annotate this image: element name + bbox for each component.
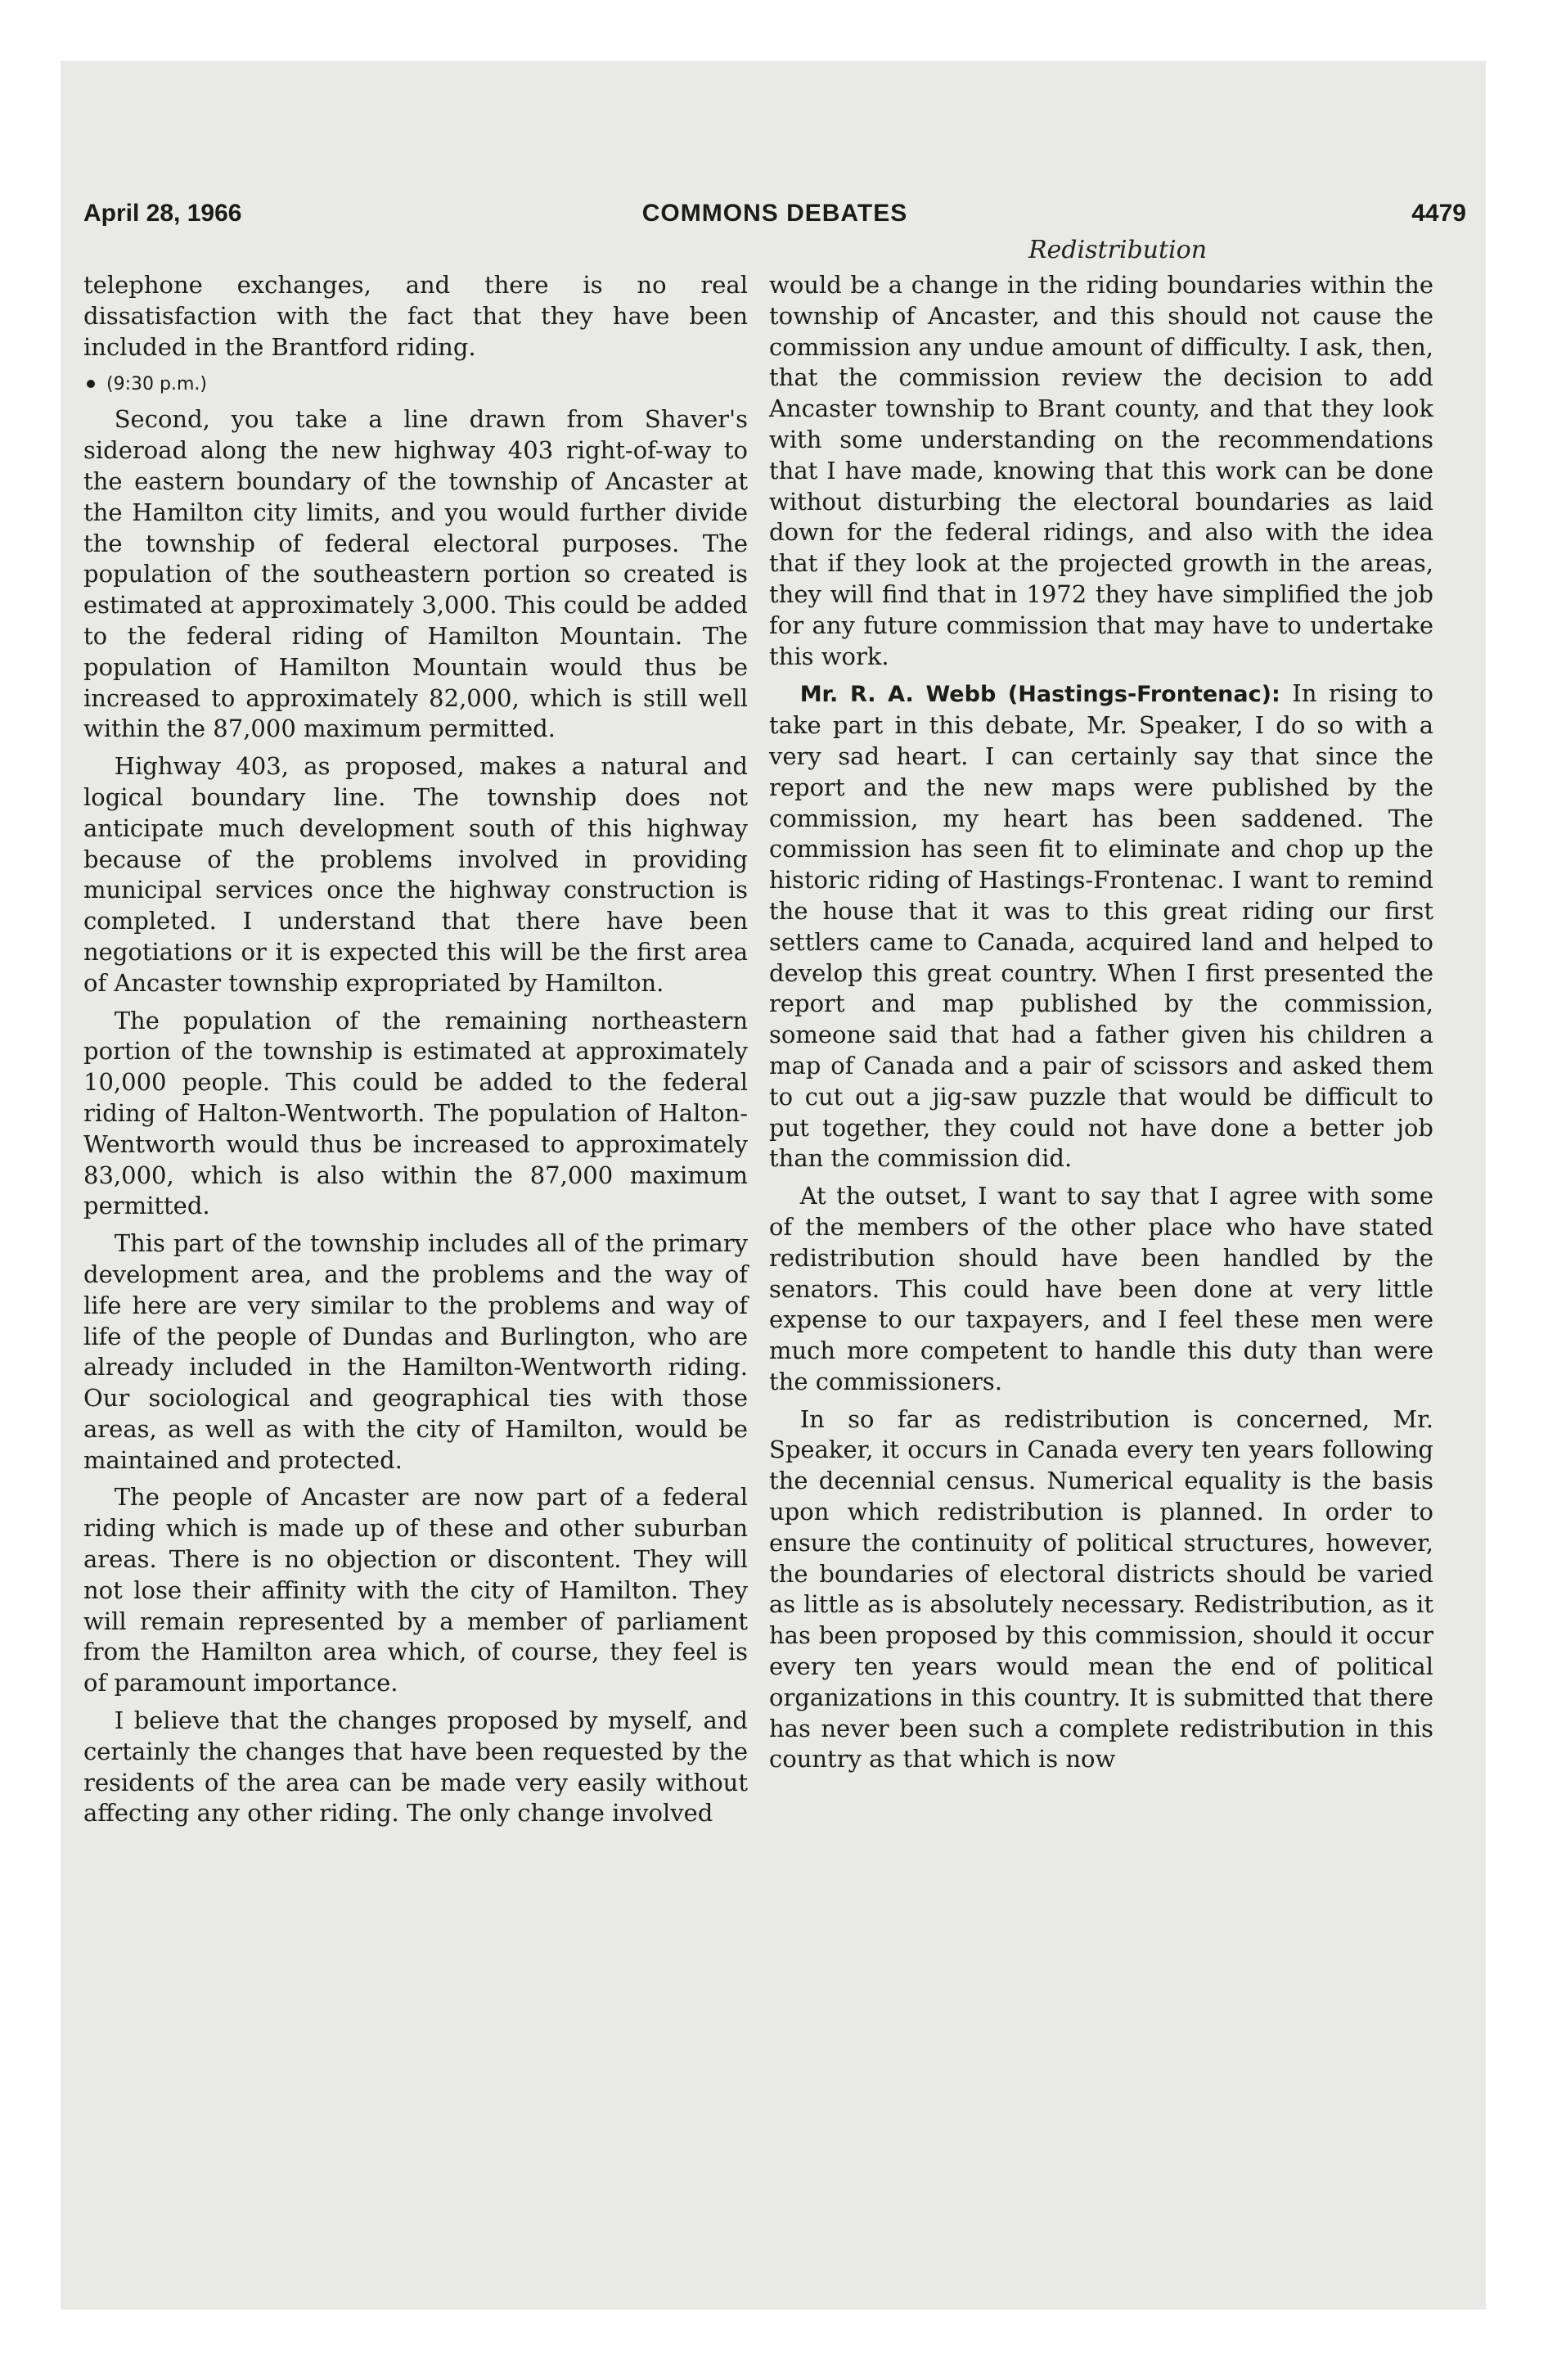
speaker-paragraph <box>769 678 1433 1174</box>
page-header <box>83 200 1466 232</box>
header-title: COMMONS DEBATES <box>641 200 908 227</box>
page-number: 4479 <box>1411 200 1466 227</box>
paragraph: At the outset, I want to say that I agree with some of the members of the other place who have stated redistribution should have been handled by the senators. This could have been done at very little expense to our taxpayers, and I feel these men were much more competent to handle this duty than were the commissioners. <box>769 1182 1433 1395</box>
paragraph: I believe that the changes proposed by myself, and certainly the changes that have been requested by the residents of the area can be made very easily without affecting any other riding. The only change involved <box>83 1706 748 1828</box>
paragraph: In so far as redistribution is concerned, Mr. Speaker, it occurs in Canada every ten years following the decennial census. Numerical equality is the basis upon which redistribution is planned. In order to ensure the continuity of political structures, however, the boundaries of electoral districts should be varied as little as is absolutely necessary. Redistribution, as it has been proposed by this commission, should it occur every ten years would mean the end of political organizations in this country. It is submitted that there has never been such a complete redistribution in this country as that which is now <box>769 1404 1433 1774</box>
speech-text: In rising to take part in this debate, Mr. Speaker, I do so with a very sad heart. I can certainly say that since the report and the new maps were published by the commission, my heart has been saddened. The commission has seen fit to eliminate and chop up the historic riding of Hastings-Frontenac. I want to remind the house that it was to this great riding our first settlers came to Canada, acquired land and helped to develop this great country. When I first presented the report and map published by the commission, someone said that had a father given his children a map of Canada and a pair of scissors and asked them to cut out a jig-saw puzzle that would be difficult to put together, they could not have done a better job than the commission did. <box>769 679 1434 1173</box>
time-stamp: (9:30 p.m.) <box>106 374 207 395</box>
speaker-name: Mr. R. A. Webb (Hastings-Frontenac): <box>799 682 1280 708</box>
paragraph: Highway 403, as proposed, makes a natural and logical boundary line. The township does not anticipate much development south of this highway because of the problems involved in providing municipal services once the highway construction is completed. I understand that there have been negotiations or it is expected this will be the first area of Ancaster township expropriated by Hamilton. <box>83 752 748 997</box>
paragraph: Second, you take a line drawn from Shaver's sideroad along the new highway 403 right-of-way to the eastern boundary of the township of Ancaster at the Hamilton city limits, and you would further divide the township of federal electoral purposes. The population of the southeastern portion so created is estimated at approximately 3,000. This could be added to the federal riding of Hamilton Mountain. The population of Hamilton Mountain would thus be increased to approximately 82,000, which is still well within the 87,000 maximum permitted. <box>83 405 748 743</box>
paragraph: telephone exchanges, and there is no real dissatisfaction with the fact that they have been included in the Brantford riding. <box>83 271 748 361</box>
left-column <box>83 270 748 1836</box>
paragraph: This part of the township includes all of the primary development area, and the problems and the way of life here are very similar to the problems and way of life of the people of Dundas and Burlington, who are already included in the Hamilton-Wentworth riding. Our sociological and geographical ties with those areas, as well as with the city of Hamilton, would be maintained and protected. <box>83 1229 748 1474</box>
bullet-icon <box>87 380 95 388</box>
section-subject: Redistribution <box>1028 236 1208 264</box>
paragraph: The population of the remaining northeastern portion of the township is estimated at approximately 10,000 people. This could be added to the federal riding of Halton-Wentworth. The population of Halton-Wentworth would thus be increased to approximately 83,000, which is also within the 87,000 maximum permitted. <box>83 1006 748 1220</box>
paragraph: The people of Ancaster are now part of a federal riding which is made up of these and other suburban areas. There is no objection or discontent. They will not lose their affinity with the city of Hamilton. They will remain represented by a member of parliament from the Hamilton area which, of course, they feel is of paramount importance. <box>83 1483 748 1697</box>
time-marker <box>83 369 748 399</box>
header-date: April 28, 1966 <box>83 200 242 227</box>
right-column <box>769 270 1433 1782</box>
paragraph: would be a change in the riding boundaries within the township of Ancaster, and this should not cause the commission any undue amount of difficulty. I ask, then, that the commission review the decision to add Ancaster township to Brant county, and that they look with some understanding on the recommendations that I have made, knowing that this work can be done without disturbing the electoral boundaries as laid down for the federal ridings, and also with the idea that if they look at the projected growth in the areas, they will find that in 1972 they have simplified the job for any future commission that may have to undertake this work. <box>769 271 1433 670</box>
